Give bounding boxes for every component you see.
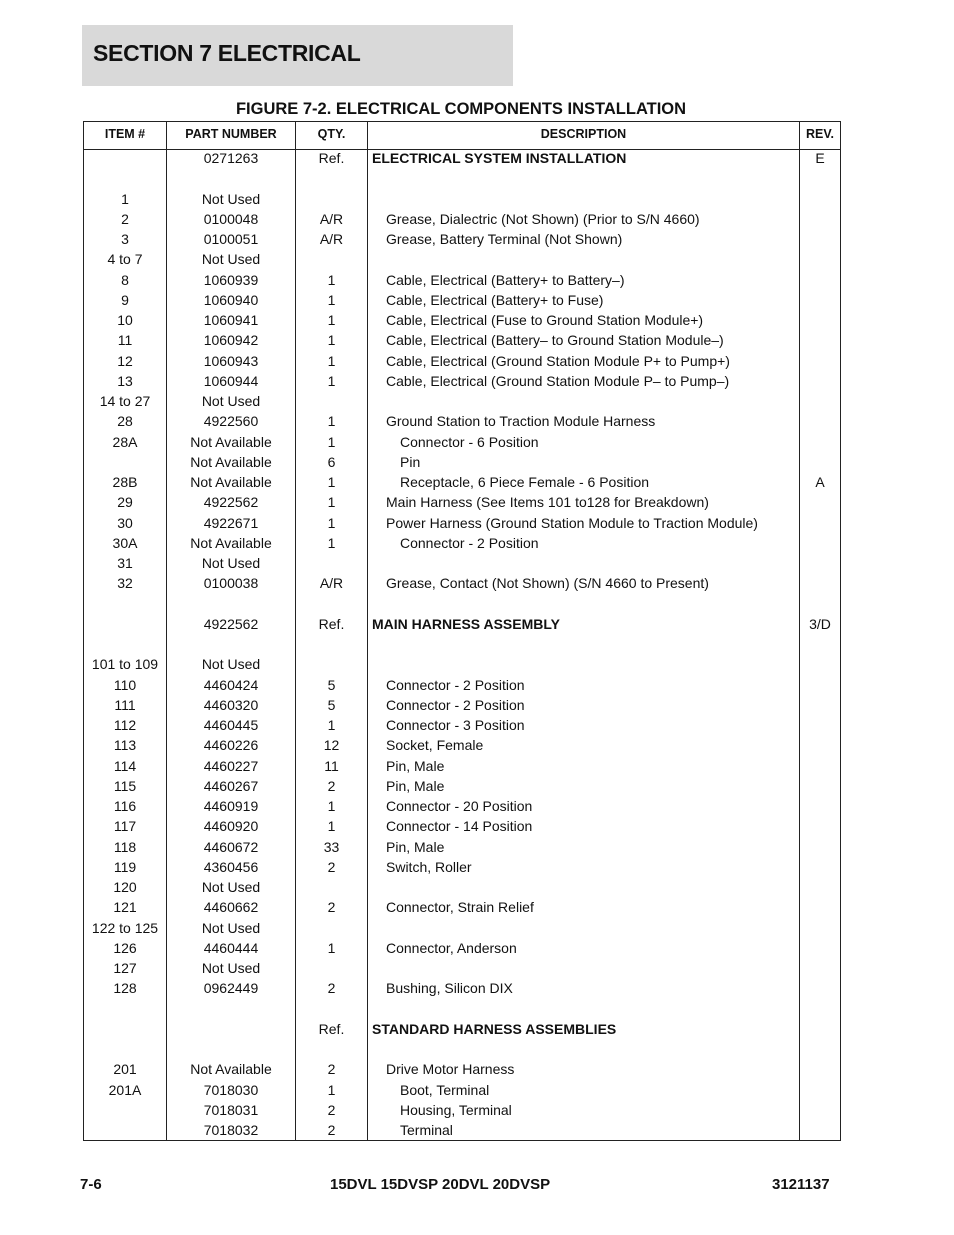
row-item-number: 118 xyxy=(113,838,137,855)
row-item-number: 12 xyxy=(117,352,133,369)
row-item-number: 32 xyxy=(117,575,133,592)
table-row xyxy=(84,513,840,533)
row-part-number: Not Used xyxy=(201,393,261,409)
section-title: SECTION 7 ELECTRICAL xyxy=(93,40,361,66)
row-part-number: 1060943 xyxy=(203,352,259,369)
table-row xyxy=(84,229,840,249)
row-qty: 5 xyxy=(327,696,336,713)
row-part-number: 4922562 xyxy=(203,494,259,511)
row-description: Pin xyxy=(400,453,421,470)
header-rev: REV. xyxy=(805,127,835,141)
row-qty: A/R xyxy=(319,210,344,227)
row-item-number: 28 xyxy=(117,413,133,430)
row-description: Grease, Battery Terminal (Not Shown) xyxy=(386,231,623,247)
row-item-number: 111 xyxy=(114,696,136,713)
row-part-number: 1060942 xyxy=(203,332,259,349)
table-row xyxy=(84,938,840,958)
row-description: Connector - 3 Position xyxy=(386,717,525,733)
row-item-number: 1 xyxy=(121,190,129,207)
row-part-number: 4460672 xyxy=(203,838,259,855)
table-row xyxy=(84,816,840,836)
row-part-number: 1060941 xyxy=(203,312,259,328)
row-qty: 1 xyxy=(327,514,336,531)
table-row xyxy=(84,573,840,593)
row-part-number: Not Available xyxy=(190,453,272,470)
row-qty: 2 xyxy=(327,1101,336,1118)
table-row xyxy=(84,351,840,371)
row-part-number: 7018030 xyxy=(203,1081,259,1098)
row-description: Connector - 2 Position xyxy=(400,534,539,551)
row-item-number: 110 xyxy=(113,676,137,693)
row-part-number: 0962449 xyxy=(203,980,259,997)
row-item-number: 10 xyxy=(117,312,133,328)
row-qty: 1 xyxy=(327,312,336,328)
row-item-number: 113 xyxy=(113,737,137,754)
table-row xyxy=(84,837,840,857)
table-row xyxy=(84,290,840,310)
row-description: Housing, Terminal xyxy=(400,1101,512,1118)
row-description: Cable, Electrical (Fuse to Ground Station Module+) xyxy=(386,312,704,328)
row-description: Boot, Terminal xyxy=(400,1081,490,1098)
table-row xyxy=(84,1120,840,1140)
row-part-number: 4460445 xyxy=(203,717,259,733)
row-part-number: 1060939 xyxy=(203,271,259,288)
row-description: Cable, Electrical (Battery+ to Fuse) xyxy=(386,291,604,308)
row-item-number: 13 xyxy=(117,372,133,389)
table-row xyxy=(84,492,840,512)
table-row xyxy=(84,270,840,290)
row-description: Connector - 14 Position xyxy=(386,818,533,835)
table-row xyxy=(84,1100,840,1120)
row-item-number: 121 xyxy=(113,899,137,916)
row-part-number: 4360456 xyxy=(203,858,259,875)
row-item-number: 201 xyxy=(113,1061,137,1078)
row-description: Pin, Male xyxy=(386,838,445,855)
table-row xyxy=(84,1059,840,1079)
table-row xyxy=(84,1080,840,1100)
row-part-number: 4460227 xyxy=(203,757,259,774)
row-item-number: 117 xyxy=(113,818,137,835)
table-row xyxy=(84,1019,840,1039)
row-description: Connector - 2 Position xyxy=(386,676,525,693)
row-description: Receptacle, 6 Piece Female - 6 Position xyxy=(400,474,650,490)
row-item-number: 2 xyxy=(121,210,129,227)
table-row xyxy=(84,411,840,431)
table-row xyxy=(84,148,840,168)
row-item-number: 127 xyxy=(113,960,137,976)
row-item-number: 9 xyxy=(121,291,129,308)
footer-doc-number: 3121137 xyxy=(772,1176,830,1193)
row-qty: 1 xyxy=(327,1081,336,1098)
row-item-number: 30A xyxy=(112,534,138,551)
row-part-number: 0100048 xyxy=(203,210,259,227)
row-item-number: 4 to 7 xyxy=(107,251,143,268)
row-part-number: 7018032 xyxy=(203,1122,259,1138)
row-qty: 1 xyxy=(327,474,336,490)
table-row xyxy=(84,857,840,877)
table-row xyxy=(84,675,840,695)
row-part-number: Not Available xyxy=(190,534,272,551)
row-item-number: 14 to 27 xyxy=(99,393,151,409)
table-row xyxy=(84,371,840,391)
table-row xyxy=(84,391,840,411)
table-row xyxy=(84,897,840,917)
row-qty: 1 xyxy=(327,433,336,450)
row-description: MAIN HARNESS ASSEMBLY xyxy=(372,615,560,632)
row-qty: 1 xyxy=(327,534,336,551)
row-part-number: 0271263 xyxy=(203,150,259,166)
row-part-number: 4922671 xyxy=(203,514,259,531)
row-qty: 2 xyxy=(327,858,336,875)
row-qty: 1 xyxy=(327,352,336,369)
table-row xyxy=(84,877,840,897)
row-description: Grease, Contact (Not Shown) (S/N 4660 to Present) xyxy=(386,575,709,592)
row-qty: 1 xyxy=(327,332,336,349)
row-item-number: 101 to 109 xyxy=(91,656,159,673)
row-description: Connector - 20 Position xyxy=(386,798,533,814)
row-qty: 11 xyxy=(324,757,339,774)
row-part-number: 4460424 xyxy=(203,676,259,693)
row-part-number: Not Available xyxy=(190,474,272,490)
row-item-number: 115 xyxy=(113,777,137,794)
row-qty: 1 xyxy=(327,291,336,308)
row-part-number: 4460444 xyxy=(203,939,259,956)
row-description: STANDARD HARNESS ASSEMBLIES xyxy=(372,1020,617,1037)
row-item-number: 116 xyxy=(113,798,137,814)
row-description: Power Harness (Ground Station Module to Traction Module) xyxy=(386,514,758,531)
row-part-number: Not Used xyxy=(201,251,261,268)
row-part-number: Not Available xyxy=(190,433,272,450)
row-item-number: 29 xyxy=(117,494,133,511)
table-row xyxy=(84,958,840,978)
row-part-number: 4460919 xyxy=(203,798,259,814)
row-qty: 2 xyxy=(327,980,336,997)
row-part-number: 4460226 xyxy=(203,737,259,754)
row-qty: 2 xyxy=(327,777,336,794)
table-row xyxy=(84,472,840,492)
row-qty: 1 xyxy=(327,372,336,389)
row-qty: 1 xyxy=(327,271,336,288)
table-row xyxy=(84,918,840,938)
row-description: Cable, Electrical (Ground Station Module P– to Pump–) xyxy=(386,372,730,389)
row-qty: 2 xyxy=(327,1061,336,1078)
row-qty: 12 xyxy=(323,737,340,754)
row-qty: 1 xyxy=(327,494,336,511)
row-qty: Ref. xyxy=(318,1020,345,1037)
row-qty: Ref. xyxy=(318,615,345,632)
row-item-number: 128 xyxy=(113,980,137,997)
row-part-number: Not Used xyxy=(201,555,261,571)
table-row xyxy=(84,654,840,674)
row-qty: 5 xyxy=(327,676,336,693)
row-part-number: 4460920 xyxy=(203,818,259,835)
footer-page-number: 7-6 xyxy=(80,1176,102,1193)
figure-title: FIGURE 7-2. ELECTRICAL COMPONENTS INSTALLATION xyxy=(235,100,687,118)
row-item-number: 119 xyxy=(113,858,137,875)
table-row xyxy=(84,432,840,452)
row-part-number: Not Used xyxy=(201,879,261,895)
table-row xyxy=(84,533,840,553)
row-description: ELECTRICAL SYSTEM INSTALLATION xyxy=(372,150,627,166)
row-description: Ground Station to Traction Module Harness xyxy=(386,413,656,430)
header-item: ITEM # xyxy=(104,127,146,141)
row-qty: A/R xyxy=(319,575,344,592)
row-item-number: 31 xyxy=(117,555,133,571)
row-description: Cable, Electrical (Battery– to Ground Station Module–) xyxy=(386,332,724,349)
footer-models: 15DVL 15DVSP 20DVL 20DVSP xyxy=(330,1176,551,1193)
row-part-number: 1060940 xyxy=(203,291,259,308)
row-part-number: 4922562 xyxy=(203,615,259,632)
table-row xyxy=(84,310,840,330)
row-part-number: Not Available xyxy=(190,1061,272,1078)
table-row xyxy=(84,614,840,634)
row-description: Drive Motor Harness xyxy=(386,1061,515,1078)
row-rev: A xyxy=(815,474,825,490)
table-row xyxy=(84,756,840,776)
table-row xyxy=(84,452,840,472)
row-item-number: 8 xyxy=(121,271,129,288)
row-item-number: 28A xyxy=(112,433,138,450)
table-row xyxy=(84,796,840,816)
row-rev: 3/D xyxy=(809,615,831,632)
row-item-number: 126 xyxy=(113,939,137,956)
row-item-number: 11 xyxy=(117,332,133,349)
row-description: Pin, Male xyxy=(386,757,445,774)
row-part-number: Not Used xyxy=(201,656,261,673)
row-description: Cable, Electrical (Battery+ to Battery–) xyxy=(386,271,625,288)
row-description: Connector, Anderson xyxy=(386,939,517,956)
table-row xyxy=(84,249,840,269)
row-qty: 33 xyxy=(323,838,340,855)
table-row xyxy=(84,553,840,573)
parts-table xyxy=(83,121,841,1141)
row-part-number: Not Used xyxy=(201,960,261,976)
table-row xyxy=(84,330,840,350)
row-qty: 1 xyxy=(327,939,336,956)
row-part-number: 4460320 xyxy=(203,696,259,713)
row-part-number: 0100038 xyxy=(203,575,259,592)
row-item-number: 120 xyxy=(113,879,137,895)
table-row xyxy=(84,735,840,755)
table-row xyxy=(84,209,840,229)
row-qty: 1 xyxy=(327,798,336,814)
table-row xyxy=(84,776,840,796)
row-description: Socket, Female xyxy=(386,737,484,754)
header-part-number: PART NUMBER xyxy=(185,127,277,141)
row-description: Grease, Dialectric (Not Shown) (Prior to S/N 4660) xyxy=(386,210,700,227)
row-rev: E xyxy=(815,150,825,166)
row-part-number: 0100051 xyxy=(203,231,259,247)
header-description: DESCRIPTION xyxy=(540,127,627,141)
row-item-number: 122 to 125 xyxy=(91,919,159,936)
row-description: Connector - 2 Position xyxy=(386,696,525,713)
row-description: Bushing, Silicon DIX xyxy=(386,980,513,997)
row-item-number: 114 xyxy=(113,757,137,774)
header-qty: QTY. xyxy=(317,127,346,141)
row-item-number: 28B xyxy=(112,474,138,490)
row-item-number: 201A xyxy=(108,1081,142,1098)
row-qty: 1 xyxy=(327,413,336,430)
row-qty: 1 xyxy=(327,717,336,733)
row-part-number: 1060944 xyxy=(203,372,259,389)
row-item-number: 3 xyxy=(121,231,129,247)
row-description: Terminal xyxy=(400,1122,453,1138)
table-row xyxy=(84,189,840,209)
row-description: Connector, Strain Relief xyxy=(386,899,534,916)
row-description: Cable, Electrical (Ground Station Module P+ to Pump+) xyxy=(386,352,730,369)
row-qty: 2 xyxy=(327,899,336,916)
row-item-number: 30 xyxy=(117,514,133,531)
row-description: Connector - 6 Position xyxy=(400,433,539,450)
row-part-number: 4460662 xyxy=(203,899,259,916)
row-part-number: Not Used xyxy=(201,919,261,936)
row-description: Switch, Roller xyxy=(386,858,472,875)
row-qty: 2 xyxy=(327,1122,336,1138)
row-item-number: 112 xyxy=(113,717,137,733)
section-header xyxy=(82,25,513,86)
row-description: Main Harness (See Items 101 to128 for Breakdown) xyxy=(386,494,709,511)
table-row xyxy=(84,978,840,998)
row-qty: Ref. xyxy=(318,150,345,166)
row-qty: 6 xyxy=(327,453,336,470)
row-qty: A/R xyxy=(319,231,344,247)
table-row xyxy=(84,715,840,735)
row-part-number: 4922560 xyxy=(203,413,259,430)
row-description: Pin, Male xyxy=(386,777,445,794)
row-part-number: Not Used xyxy=(201,190,261,207)
row-qty: 1 xyxy=(327,818,336,835)
table-row xyxy=(84,695,840,715)
row-part-number: 4460267 xyxy=(203,777,259,794)
row-part-number: 7018031 xyxy=(203,1101,259,1118)
